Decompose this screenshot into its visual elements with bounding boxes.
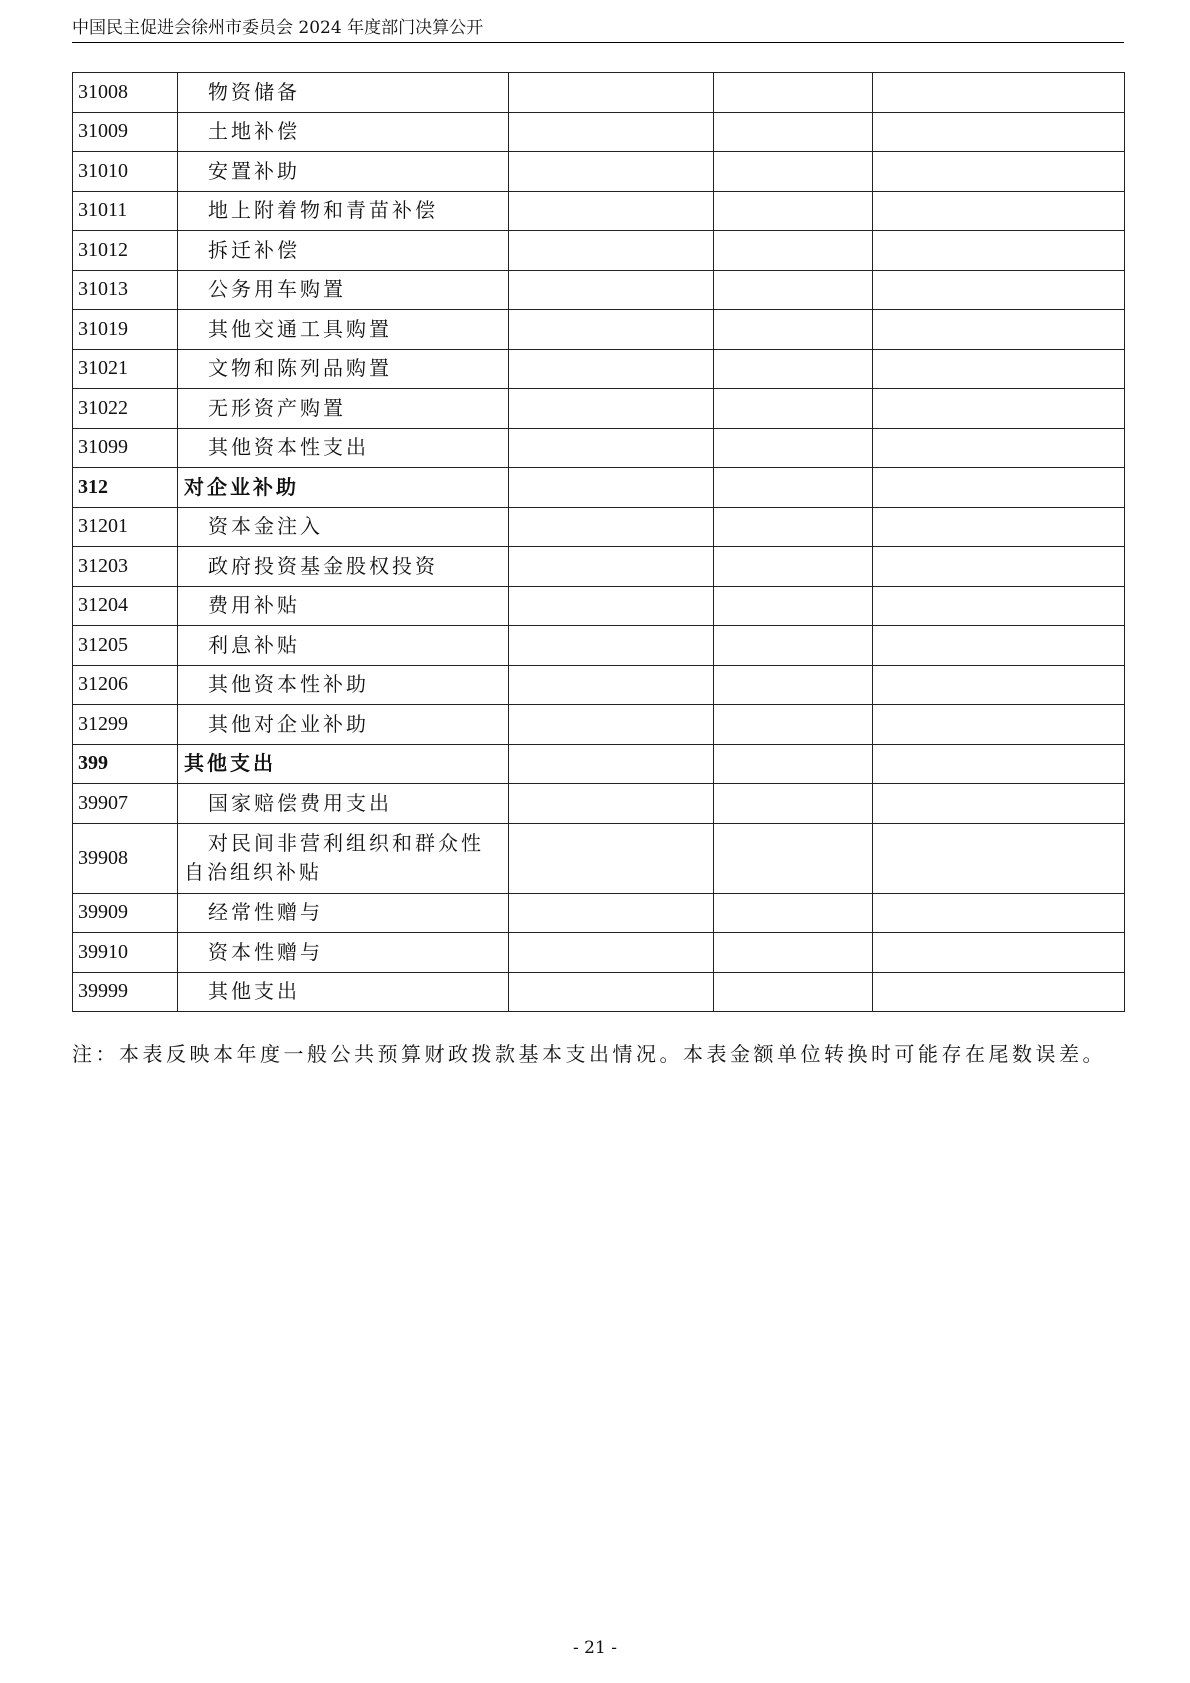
row-code: 31009 <box>73 112 178 152</box>
amount-cell <box>714 705 873 745</box>
row-name <box>178 112 509 152</box>
amount-cell <box>509 586 714 626</box>
amount-cell <box>714 152 873 192</box>
amount-cell <box>714 547 873 587</box>
table-row <box>73 270 1125 310</box>
document-header <box>72 16 1124 43</box>
amount-cell <box>873 893 1125 933</box>
row-name <box>178 626 509 666</box>
table-row <box>73 547 1125 587</box>
row-name <box>178 933 509 973</box>
table-row <box>73 468 1125 508</box>
amount-cell <box>873 389 1125 429</box>
amount-cell <box>873 547 1125 587</box>
row-name <box>178 507 509 547</box>
amount-cell <box>509 428 714 468</box>
row-name <box>178 191 509 231</box>
table-row <box>73 191 1125 231</box>
row-name <box>178 73 509 113</box>
row-code: 31204 <box>73 586 178 626</box>
table-row <box>73 152 1125 192</box>
row-code: 39908 <box>73 823 178 893</box>
amount-cell <box>509 507 714 547</box>
row-name-text: 其他对企业补助 <box>208 711 369 736</box>
amount-cell <box>714 428 873 468</box>
table-row <box>73 705 1125 745</box>
amount-cell <box>509 349 714 389</box>
table-row <box>73 893 1125 933</box>
row-code: 31011 <box>73 191 178 231</box>
row-name <box>178 784 509 824</box>
amount-cell <box>714 191 873 231</box>
row-code: 31205 <box>73 626 178 666</box>
row-code: 31008 <box>73 73 178 113</box>
row-name-text: 资本性赠与 <box>208 939 323 964</box>
row-name <box>178 468 509 508</box>
row-code: 312 <box>73 468 178 508</box>
amount-cell <box>873 310 1125 350</box>
amount-cell <box>509 191 714 231</box>
row-name-text: 安置补助 <box>208 158 300 183</box>
row-name <box>178 586 509 626</box>
amount-cell <box>873 270 1125 310</box>
table-row <box>73 784 1125 824</box>
row-name-text: 利息补贴 <box>208 632 300 657</box>
amount-cell <box>509 626 714 666</box>
amount-cell <box>873 428 1125 468</box>
amount-cell <box>509 73 714 113</box>
row-name-text: 文物和陈列品购置 <box>208 356 392 381</box>
row-code: 31201 <box>73 507 178 547</box>
amount-cell <box>509 784 714 824</box>
amount-cell <box>509 933 714 973</box>
amount-cell <box>509 389 714 429</box>
amount-cell <box>714 507 873 547</box>
expenditure-table <box>72 72 1125 1012</box>
table-row <box>73 389 1125 429</box>
row-code: 31203 <box>73 547 178 587</box>
row-name-text: 其他支出 <box>184 751 276 776</box>
row-name <box>178 744 509 784</box>
table-row <box>73 665 1125 705</box>
row-name <box>178 972 509 1012</box>
amount-cell <box>509 152 714 192</box>
row-name-text: 地上附着物和青苗补偿 <box>208 198 438 223</box>
table-row <box>73 586 1125 626</box>
table-row <box>73 231 1125 271</box>
row-name-text: 国家赔偿费用支出 <box>208 790 392 815</box>
row-code: 31022 <box>73 389 178 429</box>
row-name-text: 政府投资基金股权投资 <box>208 553 438 578</box>
table-row <box>73 73 1125 113</box>
table-row <box>73 933 1125 973</box>
row-name <box>178 893 509 933</box>
amount-cell <box>714 112 873 152</box>
amount-cell <box>873 507 1125 547</box>
row-name-text: 无形资产购置 <box>208 395 346 420</box>
row-name-text: 资本金注入 <box>208 514 323 539</box>
row-name <box>178 547 509 587</box>
header-title: 中国民主促进会徐州市委员会 2024 年度部门决算公开 <box>72 18 484 38</box>
row-code: 31019 <box>73 310 178 350</box>
amount-cell <box>509 744 714 784</box>
table-footnote: 注：本表反映本年度一般公共预算财政拨款基本支出情况。本表金额单位转换时可能存在尾数误差。 <box>72 1042 1106 1066</box>
page-number: - 21 - <box>573 1638 617 1658</box>
amount-cell <box>714 389 873 429</box>
amount-cell <box>509 112 714 152</box>
amount-cell <box>873 586 1125 626</box>
amount-cell <box>714 893 873 933</box>
row-name-text: 其他资本性支出 <box>208 435 369 460</box>
amount-cell <box>714 310 873 350</box>
row-name-text: 费用补贴 <box>208 593 300 618</box>
amount-cell <box>714 665 873 705</box>
amount-cell <box>714 972 873 1012</box>
amount-cell <box>873 665 1125 705</box>
row-code: 31021 <box>73 349 178 389</box>
amount-cell <box>873 468 1125 508</box>
amount-cell <box>873 73 1125 113</box>
amount-cell <box>714 468 873 508</box>
row-code: 399 <box>73 744 178 784</box>
row-name <box>178 705 509 745</box>
table-row <box>73 626 1125 666</box>
row-code: 31010 <box>73 152 178 192</box>
table-row <box>73 823 1125 893</box>
table-row <box>73 112 1125 152</box>
amount-cell <box>873 349 1125 389</box>
amount-cell <box>873 705 1125 745</box>
table-row <box>73 744 1125 784</box>
amount-cell <box>873 231 1125 271</box>
row-name <box>178 823 509 893</box>
amount-cell <box>873 626 1125 666</box>
amount-cell <box>873 823 1125 893</box>
amount-cell <box>714 823 873 893</box>
table-row <box>73 349 1125 389</box>
amount-cell <box>509 310 714 350</box>
row-name-text: 对企业补助 <box>184 474 299 499</box>
row-name-text: 土地补偿 <box>208 119 300 144</box>
amount-cell <box>714 784 873 824</box>
row-name <box>178 428 509 468</box>
amount-cell <box>509 231 714 271</box>
amount-cell <box>873 191 1125 231</box>
amount-cell <box>509 972 714 1012</box>
amount-cell <box>509 270 714 310</box>
amount-cell <box>714 626 873 666</box>
amount-cell <box>873 784 1125 824</box>
amount-cell <box>873 152 1125 192</box>
row-name <box>178 231 509 271</box>
row-code: 39907 <box>73 784 178 824</box>
row-name-text: 公务用车购置 <box>208 277 346 302</box>
row-code: 31012 <box>73 231 178 271</box>
row-name-text: 对民间非营利组织和群众性自治组织补贴 <box>184 831 484 884</box>
row-name <box>178 270 509 310</box>
amount-cell <box>509 823 714 893</box>
row-name-text: 物资储备 <box>208 79 300 104</box>
amount-cell <box>509 468 714 508</box>
row-name <box>178 389 509 429</box>
row-name-text: 拆迁补偿 <box>208 237 300 262</box>
amount-cell <box>714 231 873 271</box>
row-code: 31013 <box>73 270 178 310</box>
table-row <box>73 310 1125 350</box>
row-name <box>178 349 509 389</box>
amount-cell <box>714 933 873 973</box>
row-code: 39999 <box>73 972 178 1012</box>
amount-cell <box>873 933 1125 973</box>
table-body <box>73 73 1125 1012</box>
row-name <box>178 310 509 350</box>
amount-cell <box>714 586 873 626</box>
row-name <box>178 665 509 705</box>
table-row <box>73 507 1125 547</box>
row-name-text: 其他交通工具购置 <box>208 316 392 341</box>
amount-cell <box>509 705 714 745</box>
row-code: 39909 <box>73 893 178 933</box>
row-name-text: 其他支出 <box>208 979 300 1004</box>
amount-cell <box>873 112 1125 152</box>
row-code: 39910 <box>73 933 178 973</box>
table-row <box>73 428 1125 468</box>
table-row <box>73 972 1125 1012</box>
row-code: 31206 <box>73 665 178 705</box>
row-name-text: 经常性赠与 <box>208 900 323 925</box>
row-name <box>178 152 509 192</box>
amount-cell <box>509 665 714 705</box>
amount-cell <box>714 73 873 113</box>
amount-cell <box>714 349 873 389</box>
row-name-text: 其他资本性补助 <box>208 672 369 697</box>
amount-cell <box>714 270 873 310</box>
amount-cell <box>509 547 714 587</box>
amount-cell <box>873 972 1125 1012</box>
row-code: 31099 <box>73 428 178 468</box>
amount-cell <box>714 744 873 784</box>
amount-cell <box>873 744 1125 784</box>
amount-cell <box>509 893 714 933</box>
row-code: 31299 <box>73 705 178 745</box>
